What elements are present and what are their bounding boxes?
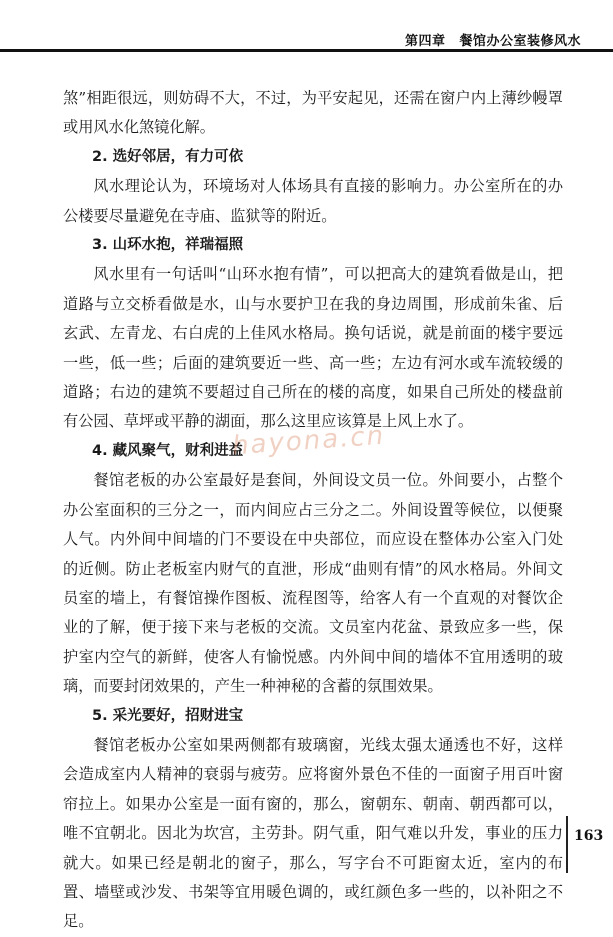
page-number: 163 — [574, 828, 604, 844]
body-text — [63, 84, 563, 937]
section-heading: 5. 采光要好，招财进宝 — [92, 707, 244, 724]
section-heading: 2. 选好邻居，有力可依 — [92, 148, 244, 165]
running-header — [405, 30, 581, 49]
chapter-label: 第四章 — [404, 34, 446, 49]
header-rule — [0, 49, 613, 52]
paragraph: 餐馆老板的办公室最好是套间，外间设文员一位。外间要小，占整个办公室面积的三分之一，而内间应占三分之二。外间设置等候位，以便聚人气。内外间中间墙的门不要设在中央部位，而应设在整体办公室入门处的近侧。防止老板室内财气的直泄，形成“曲则有情”的风水格局。外间文员室的墙上，有餐馆操作图板、流程图等，给客人有一个直观的对餐饮企业的了解，便于接下来与老板的交流。文员室内花盆、景致应多一些，保护室内空气的新鲜，使客人有愉悦感。内外间中间的墙体不宜用透明的玻璃，而要封闭效果的，产生一种神秘的含蓄的氛围效果。 — [63, 471, 563, 696]
paragraph: 风水里有一句话叫“山环水抱有情”，可以把高大的建筑看做是山，把道路与立交桥看做是水，山与水要护卫在我的身边周围，形成前朱雀、后玄武、左青龙、右白虎的上佳风水格局。换句话说，就是前面的楼宇要远一些，低一些；后面的建筑要近一些、高一些；左边有河水或车流较缓的道路；右边的建筑不要超过自己所在的楼的高度，如果自己所处的楼盘前有公园、草坪或平静的湖面，那么这里应该算是上风上水了。 — [63, 265, 563, 431]
paragraph: 风水理论认为，环境场对人体场具有直接的影响力。办公室所在的办公楼要尽量避免在寺庙、监狱等的附近。 — [63, 177, 563, 225]
page-header — [0, 0, 613, 50]
section-heading: 4. 藏风聚气，财利进益 — [92, 442, 244, 459]
watermark: hayona.cn — [231, 420, 387, 462]
section-heading: 3. 山环水抱，祥瑞福照 — [92, 237, 244, 254]
page-number-rule — [566, 816, 568, 873]
chapter-title: 餐馆办公室装修风水 — [459, 34, 581, 49]
paragraph: 煞”相距很远，则妨碍不大，不过，为平安起见，还需在窗户内上薄纱幔罩或用风水化煞镜化解。 — [63, 89, 563, 137]
paragraph: 餐馆老板办公室如果两侧都有玻璃窗，光线太强太通透也不好，这样会造成室内人精神的衰弱与疲劳。应将窗外景色不佳的一面窗子用百叶窗帘拉上。如果办公室是一面有窗的，那么，窗朝东、朝南、朝西都可以，唯不宜朝北。因北为坎宫，主劳卦。阴气重，阳气难以升发，事业的压力就大。如果已经是朝北的窗子，那么，写字台不可距窗太近，室内的布置、墙壁或沙发、书架等宜用暖色调的，或红颜色多一些的，以补阳之不足。 — [63, 735, 563, 931]
